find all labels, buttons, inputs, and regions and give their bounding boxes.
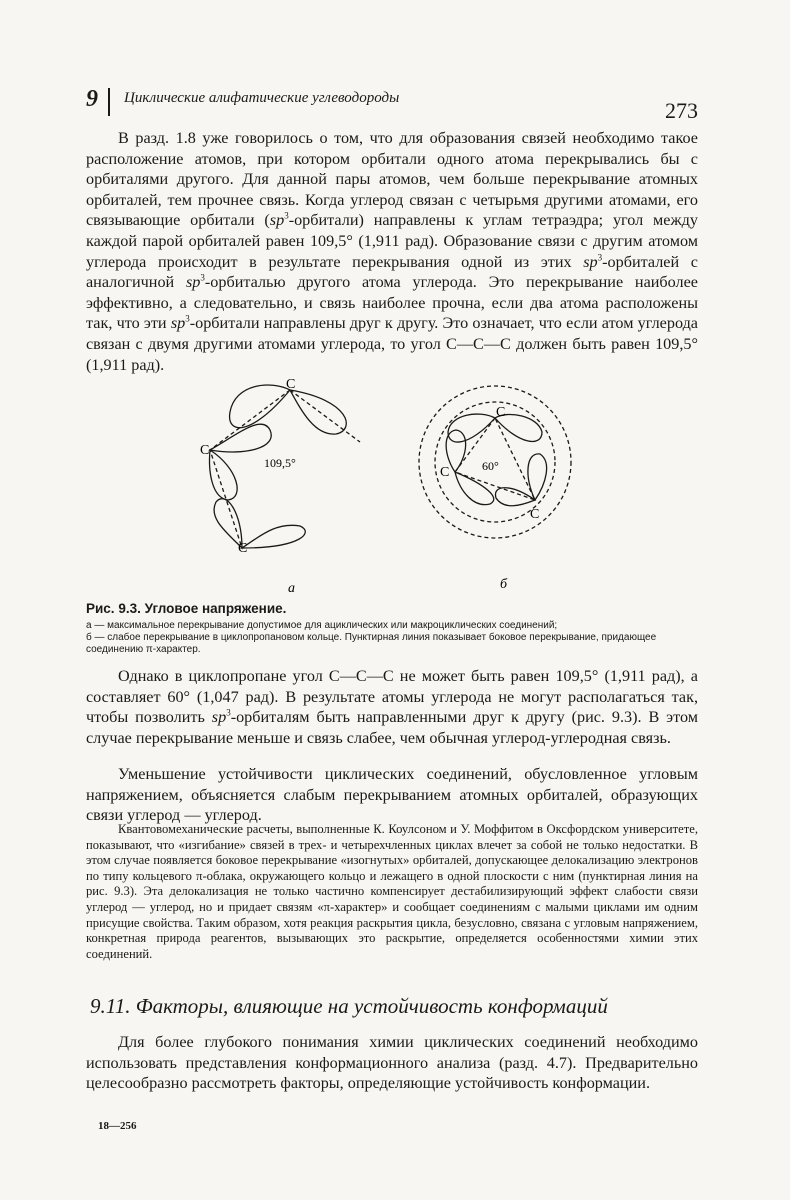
page-number: 273	[665, 98, 698, 123]
chapter-number: 9	[86, 86, 98, 112]
figure-caption-title: Рис. 9.3. Угловое напряжение.	[86, 601, 287, 616]
paragraph-3: Уменьшение устойчивости циклических соединений, обусловленное угловым напряжением, объясняется слабым перекрыванием атомных орбиталей, образующих связи углерод — углерод.	[86, 765, 698, 825]
page-header	[86, 86, 698, 126]
figure-caption-body	[86, 620, 698, 656]
orbital-lobe	[528, 454, 547, 500]
figure-9-3	[190, 372, 610, 602]
orbital-lobe	[230, 385, 290, 428]
angle-label-b: 60°	[482, 459, 499, 473]
atom-label-c: C	[496, 405, 506, 420]
atom-label-c: C	[200, 443, 210, 458]
printer-signature: 18—256	[98, 1120, 137, 1132]
angle-label-a: 109,5°	[264, 456, 296, 470]
panel-label-a: а	[288, 581, 295, 596]
caption-line-b: б — слабое перекрывание в циклопропановом кольце. Пунктирная линия показывает боковое перекрывание, придающее соединению π-характер.	[86, 632, 657, 655]
bond-axis	[290, 390, 360, 442]
running-title: Циклические алифатические углеводороды	[124, 90, 400, 106]
panel-label-b: б	[500, 577, 508, 592]
atom-label-c: C	[530, 507, 540, 522]
atom-label-c: C	[238, 541, 248, 556]
atom-label-c: C	[286, 377, 296, 392]
caption-line-a: а — максимальное перекрывание допустимое для ациклических или макроциклических соединений;	[86, 620, 558, 631]
paragraph-1: В разд. 1.8 уже говорилось о том, что для образования связей необходимо такое расположение атомов, при котором орбитали одного атома перекрывались бы с орбиталями другого. Для данной пары атомов, чем больше перекрывание атомных орбиталей, тем прочнее связь. Когда углерод связан с четырьмя другими атомами, его связывающие орбитали $(sp^3-орбитали)$ направлены к углам тетраэдра; угол между каждой парой орбиталей равен 109,5° (1,911 рад). Образование связи с другим атомом углерода происходит в результате перекрывания одной из этих $sp^3$-орбиталей с аналогичной $sp^3$-орбиталью другого атома углерода. Это перекрывание наиболее эффективно, а следовательно, и связь наиболее прочна, если два атома расположены так, что эти $sp^3$-орбитали направлены друг к другу. Это означает, что если атом углерода связан с двумя другими атомами углерода, то угол С—С—С должен быть равен 109,5° (1,911 рад).	[86, 129, 698, 374]
atom-label-c: C	[440, 465, 450, 480]
angle-strain-diagram	[190, 372, 610, 602]
orbital-lobe	[495, 488, 535, 506]
paragraph-2: Однако в циклопропане угол С—С—С не может быть равен 109,5° (1,911 рад), а составляет 60° (1,047 рад). В результате атомы углерода не могут располагаться так, чтобы позволить $sp^3$-орбиталям быть направленными друг к другу (рис. 9.3). В этом случае перекрывание меньше и связь слабее, чем обычная углерод-углеродная связь.	[86, 667, 699, 747]
section-heading: 9.11. Факторы, влияющие на устойчивость конформаций	[90, 994, 608, 1018]
orbital-lobe	[242, 525, 305, 548]
paragraph-5: Для более глубокого понимания химии циклических соединений необходимо использовать представления конформационного анализа (разд. 4.7). Предварительно целесообразно рассмотреть факторы, определяющие устойчивость конформации.	[86, 1033, 698, 1093]
orbital-lobe	[448, 414, 495, 442]
paragraph-4-smallprint: Квантовомеханические расчеты, выполненные К. Коулсоном и У. Моффитом в Оксфордском университете, показывают, что «изгибание» связей в трех- и четырехчленных циклах влечет за собой не только недостатки. В этом случае появляется боковое перекрывание «изогнутых» орбиталей, допускающее делокализацию электронов по типу кольцевого π-облака, окружающего кольцо и лежащего в одной плоскости с ним (пунктирная линия на рис. 9.3). Эта делокализация не только частично компенсирует дестабилизирующий эффект слабости связи углерод — углерод, но и придает связям «π-характер» и сообщает соединениям с малыми циклами им одним присущие свойства. Таким образом, хотя реакция раскрытия цикла, безусловно, связана с угловым напряжением, конкретная природа реагентов, вызывающих это раскрытие, определяется особенностями химии этих соединений.	[86, 822, 698, 961]
orbital-lobe	[455, 472, 494, 505]
header-divider	[108, 88, 110, 116]
orbital-lobe	[210, 450, 238, 500]
